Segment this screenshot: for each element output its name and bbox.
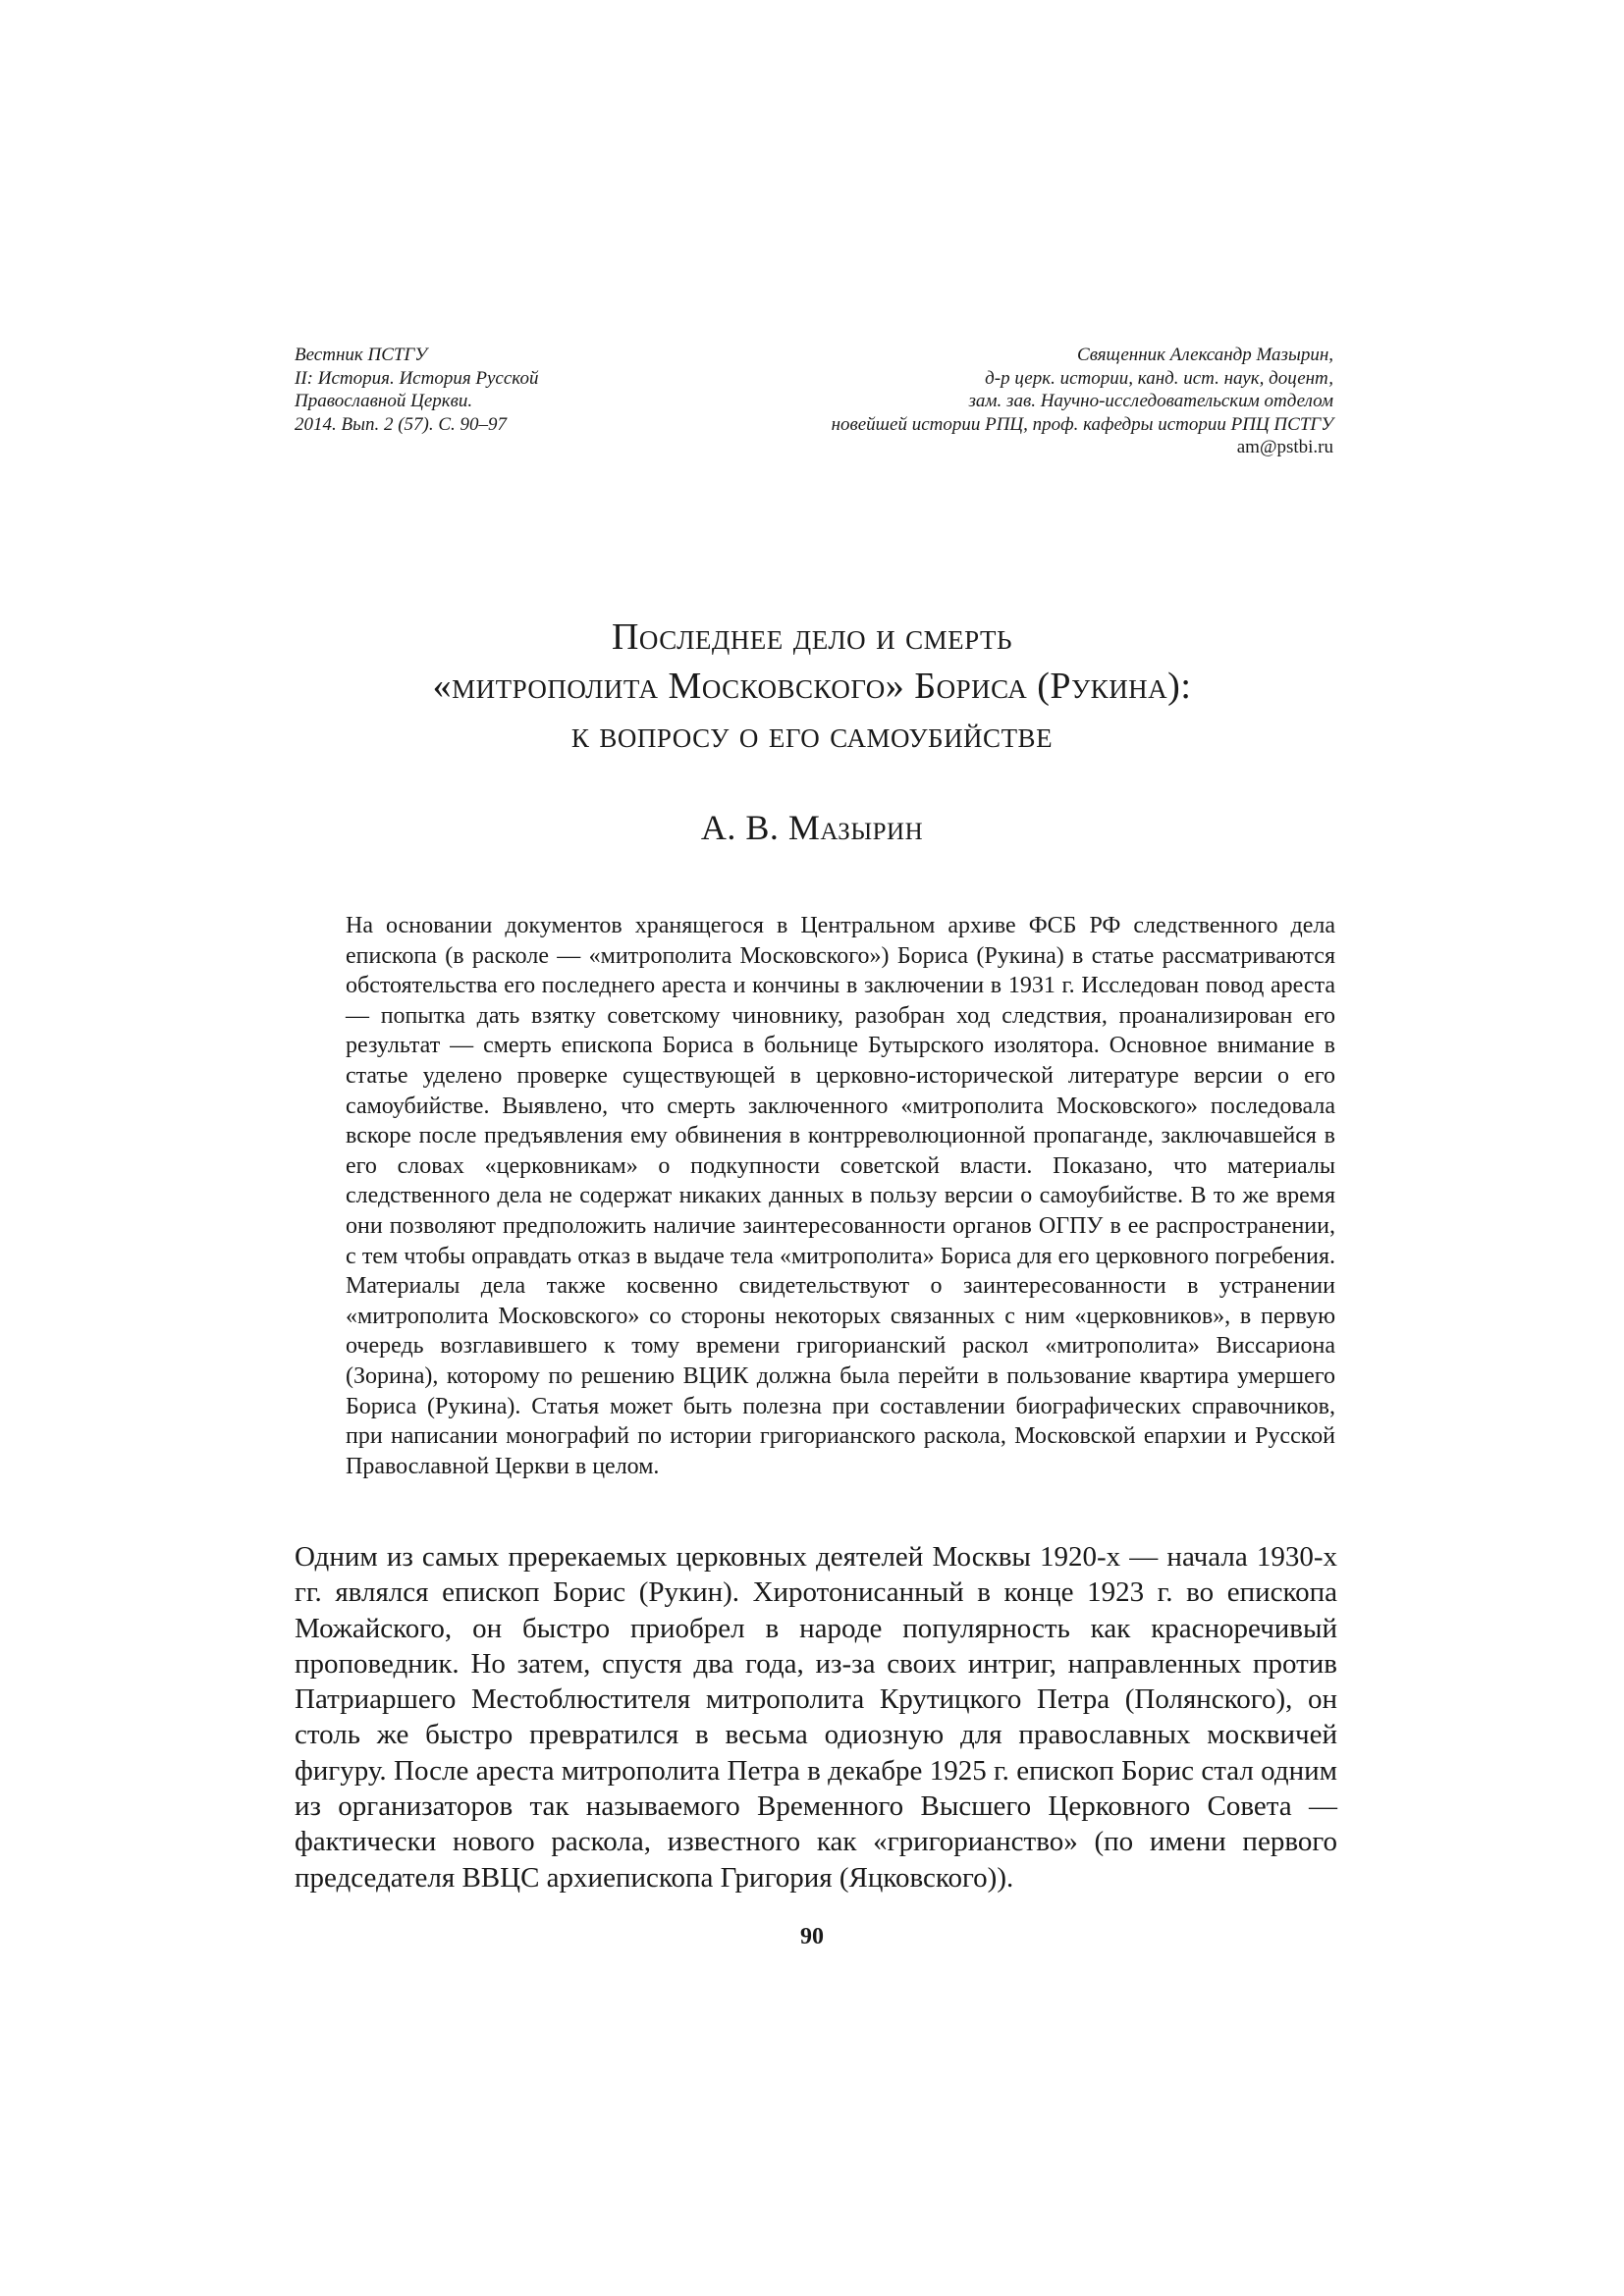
journal-series: II: История. История Русской xyxy=(295,367,539,389)
author-position-line: зам. зав. Научно-исследовательским отделом xyxy=(968,391,1333,411)
journal-series-cont: Православной Церкви. xyxy=(295,391,473,411)
title-line-2: «митрополита Московского» Бориса (Рукина): xyxy=(432,666,1192,707)
author-info xyxy=(832,344,1333,459)
journal-info xyxy=(295,344,538,436)
author-department-line: новейшей истории РПЦ, проф. кафедры истории РПЦ ПСТГУ xyxy=(831,413,1333,435)
abstract: На основании документов хранящегося в Центральном архиве ФСБ РФ следственного дела епископа (в расколе — «митрополита Московского») Бориса (Рукина) в статье рассматриваются обстоятельства его последнего ареста и кончины в заключении в 1931 г. Исследован повод ареста — попытка дать взятку советскому чиновнику, разобран ход следствия, проанализирован его результат — смерть епископа Бориса в больнице Бутырского изолятора. Основное внимание в статье уделено проверке существующей в церковно-исторической литературе версии о его самоубийстве. Выявлено, что смерть заключенного «митрополита Московского» последовала вскоре после предъявления ему обвинения в контрреволюционной пропаганде, заключавшейся в его словах «церковникам» о подкупности советской власти. Показано, что материалы следственного дела не содержат никаких данных в пользу версии о самоубийстве. В то же время они позволяют предположить наличие заинтересованности органов ОГПУ в ее распространении, с тем чтобы оправдать отказ в выдаче тела «митрополита» Бориса для его церковного погребения. Материалы дела также косвенно свидетельствуют о заинтересованности в устранении «митрополита Московского» со стороны некоторых связанных с ним «церковников», в первую очередь возглавившего к тому времени григорианский раскол «митрополита» Виссариона (Зорина), которому по решению ВЦИК должна была перейти в пользование квартира умершего Бориса (Рукина). Статья может быть полезна при составлении биографических справочников, при написании монографий по истории григорианского раскола, Московской епархии и Русской Православной Церкви в целом. xyxy=(346,913,1335,1479)
author-name-line: Священник Александр Мазырин, xyxy=(1077,345,1333,365)
page-number: 90 xyxy=(800,1924,824,1949)
article-author: А. В. Мазырин xyxy=(700,808,924,847)
article-title xyxy=(0,613,1624,760)
journal-issue: 2014. Вып. 2 (57). С. 90–97 xyxy=(295,413,508,435)
author-degree-line: д-р церк. истории, канд. ист. наук, доцент, xyxy=(985,367,1333,389)
title-line-1: Последнее дело и смерть xyxy=(611,616,1013,658)
author-email[interactable]: am@pstbi.ru xyxy=(1236,437,1333,457)
journal-name: Вестник ПСТГУ xyxy=(295,345,428,365)
title-line-3: к вопросу о его самоубийстве xyxy=(570,715,1054,756)
body-paragraph: Одним из самых пререкаемых церковных деятелей Москвы 1920-х — начала 1930-х гг. являлся епископ Борис (Рукин). Хиротонисанный в конце 1923 г. во епископа Можайского, он быстро приобрел в народе популярность как красноречивый проповедник. Но затем, спустя два года, из-за своих интриг, направленных против Патриаршего Местоблюстителя митрополита Крутицкого Петра (Полянского), он столь же быстро превратился в весьма одиозную для православных москвичей фигуру. После ареста митрополита Петра в декабре 1925 г. епископ Борис стал одним из организаторов так называемого Временного Высшего Церковного Совета — фактически нового раскола, известного как «григорианство» (по имени первого председателя ВВЦС архиепископа Григория (Яцковского)). xyxy=(295,1541,1337,1894)
